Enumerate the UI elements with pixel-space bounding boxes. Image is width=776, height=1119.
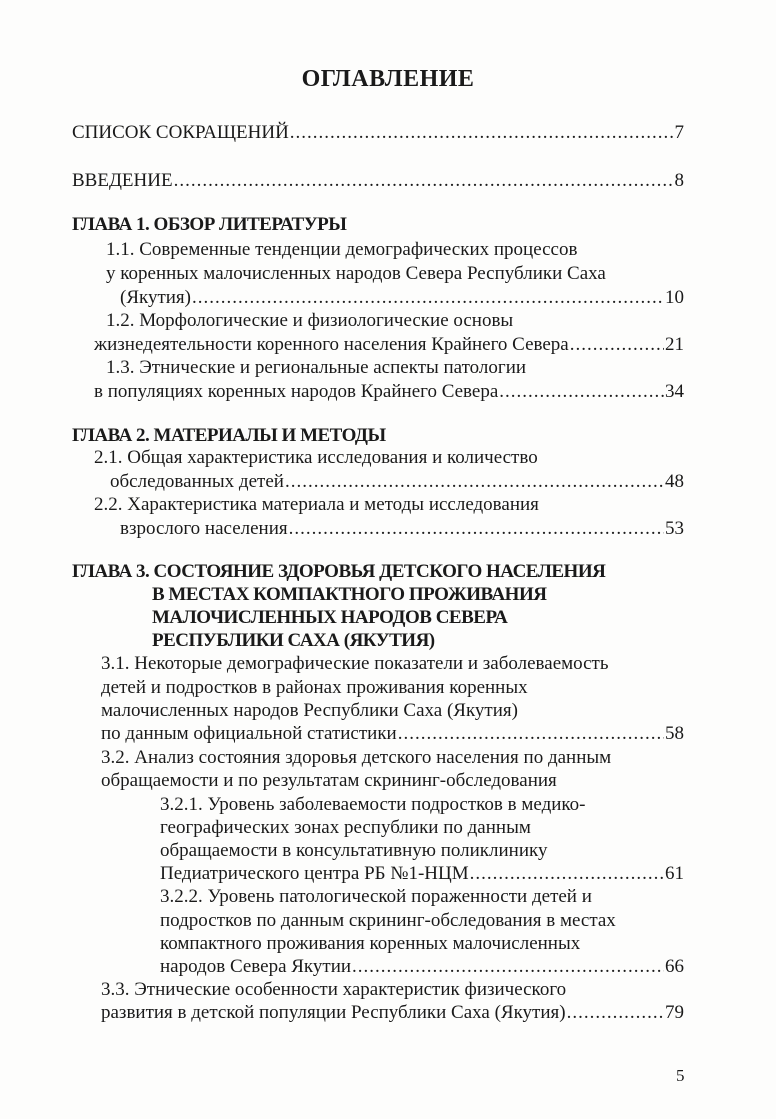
toc-entry-label: жизнедеятельности коренного населения Крайнего Севера bbox=[94, 334, 569, 355]
section-3-1-line-1: 3.1. Некоторые демографические показатели и заболеваемость bbox=[101, 653, 609, 674]
toc-entry-page: 48 bbox=[665, 471, 684, 492]
toc-entry-page: 34 bbox=[665, 381, 684, 402]
section-1-1-line-1: 1.1. Современные тенденции демографических процессов bbox=[106, 239, 578, 260]
toc-entry-page: 79 bbox=[665, 1002, 684, 1023]
dot-leader bbox=[398, 722, 664, 746]
section-2-2-line-1: 2.2. Характеристика материала и методы исследования bbox=[94, 494, 539, 515]
section-3-2-1-line-3: обращаемости в консультативную поликлинику bbox=[160, 840, 548, 861]
toc-entry-label: Педиатрического центра РБ №1-НЦМ bbox=[160, 863, 469, 884]
dot-leader bbox=[352, 955, 664, 979]
section-3-2-2-line-1: 3.2.2. Уровень патологической пораженности детей и bbox=[160, 886, 592, 907]
dot-leader bbox=[470, 862, 664, 886]
dot-leader bbox=[174, 169, 674, 193]
chapter-3-title-line-4: РЕСПУБЛИКИ САХА (ЯКУТИЯ) bbox=[152, 630, 435, 651]
section-1-2-line-1: 1.2. Морфологические и физиологические основы bbox=[106, 310, 514, 331]
dot-leader bbox=[570, 333, 664, 357]
toc-entry-introduction bbox=[72, 169, 684, 193]
toc-entry-label: взрослого населения bbox=[120, 518, 288, 539]
dot-leader bbox=[499, 380, 664, 404]
section-1-2-line-2 bbox=[94, 333, 684, 357]
toc-title: ОГЛАВЛЕНИЕ bbox=[301, 66, 475, 92]
toc-entry-page: 10 bbox=[665, 287, 684, 308]
section-3-3-line-2 bbox=[101, 1001, 684, 1025]
section-2-1-line-1: 2.1. Общая характеристика исследования и количество bbox=[94, 447, 538, 468]
toc-entry-abbreviations bbox=[72, 121, 684, 145]
section-3-2-line-2: обращаемости и по результатам скрининг-обследования bbox=[101, 770, 557, 791]
chapter-3-title-line-3: МАЛОЧИСЛЕННЫХ НАРОДОВ СЕВЕРА bbox=[152, 607, 508, 628]
section-3-1-line-2: детей и подростков в районах проживания коренных bbox=[101, 677, 528, 698]
section-1-3-line-1: 1.3. Этнические и региональные аспекты патологии bbox=[106, 357, 527, 378]
section-1-3-line-2 bbox=[94, 380, 684, 404]
toc-entry-page: 7 bbox=[674, 122, 684, 143]
toc-entry-label: обследованных детей bbox=[110, 471, 284, 492]
section-3-2-1-line-2: географических зонах республики по данным bbox=[160, 817, 531, 838]
toc-entry-label: развития в детской популяции Республики Саха (Якутия) bbox=[101, 1002, 566, 1023]
dot-leader bbox=[567, 1001, 664, 1025]
section-3-2-line-1: 3.2. Анализ состояния здоровья детского населения по данным bbox=[101, 747, 612, 768]
section-3-2-1-line-1: 3.2.1. Уровень заболеваемости подростков в медико- bbox=[160, 794, 586, 815]
dot-leader bbox=[192, 286, 664, 310]
dot-leader bbox=[290, 121, 674, 145]
toc-entry-page: 21 bbox=[665, 334, 684, 355]
toc-entry-label: народов Севера Якутии bbox=[160, 956, 352, 977]
toc-entry-page: 66 bbox=[665, 956, 684, 977]
toc-entry-page: 58 bbox=[665, 723, 684, 744]
section-1-1-line-2: у коренных малочисленных народов Севера Республики Саха bbox=[106, 263, 606, 284]
toc-entry-label: ВВЕДЕНИЕ bbox=[72, 170, 173, 191]
chapter-3-title-line-1: ГЛАВА 3. СОСТОЯНИЕ ЗДОРОВЬЯ ДЕТСКОГО НАСЕЛЕНИЯ bbox=[72, 561, 606, 582]
section-2-1-line-2 bbox=[110, 470, 684, 494]
section-2-2-line-2 bbox=[120, 517, 684, 541]
toc-entry-page: 8 bbox=[674, 170, 684, 191]
chapter-2-title: ГЛАВА 2. МАТЕРИАЛЫ И МЕТОДЫ bbox=[72, 425, 386, 446]
dot-leader bbox=[285, 470, 664, 494]
page-number: 5 bbox=[676, 1066, 685, 1085]
toc-entry-label: СПИСОК СОКРАЩЕНИЙ bbox=[72, 122, 289, 143]
section-1-1-line-3 bbox=[120, 286, 684, 310]
section-3-2-1-line-4 bbox=[160, 862, 684, 886]
dot-leader bbox=[289, 517, 664, 541]
section-3-1-line-3: малочисленных народов Республики Саха (Якутия) bbox=[101, 700, 518, 721]
chapter-1-title: ГЛАВА 1. ОБЗОР ЛИТЕРАТУРЫ bbox=[72, 214, 347, 235]
section-3-1-line-4 bbox=[101, 722, 684, 746]
chapter-3-title-line-2: В МЕСТАХ КОМПАКТНОГО ПРОЖИВАНИЯ bbox=[152, 584, 547, 605]
section-3-3-line-1: 3.3. Этнические особенности характеристик физического bbox=[101, 979, 567, 1000]
toc-entry-page: 53 bbox=[665, 518, 684, 539]
toc-entry-page: 61 bbox=[665, 863, 684, 884]
section-3-2-2-line-2: подростков по данным скрининг-обследования в местах bbox=[160, 910, 616, 931]
toc-entry-label: в популяциях коренных народов Крайнего Севера bbox=[94, 381, 499, 402]
toc-entry-label: по данным официальной статистики bbox=[101, 723, 397, 744]
section-3-2-2-line-3: компактного проживания коренных малочисленных bbox=[160, 933, 581, 954]
section-3-2-2-line-4 bbox=[160, 955, 684, 979]
toc-entry-label: (Якутия) bbox=[120, 287, 191, 308]
